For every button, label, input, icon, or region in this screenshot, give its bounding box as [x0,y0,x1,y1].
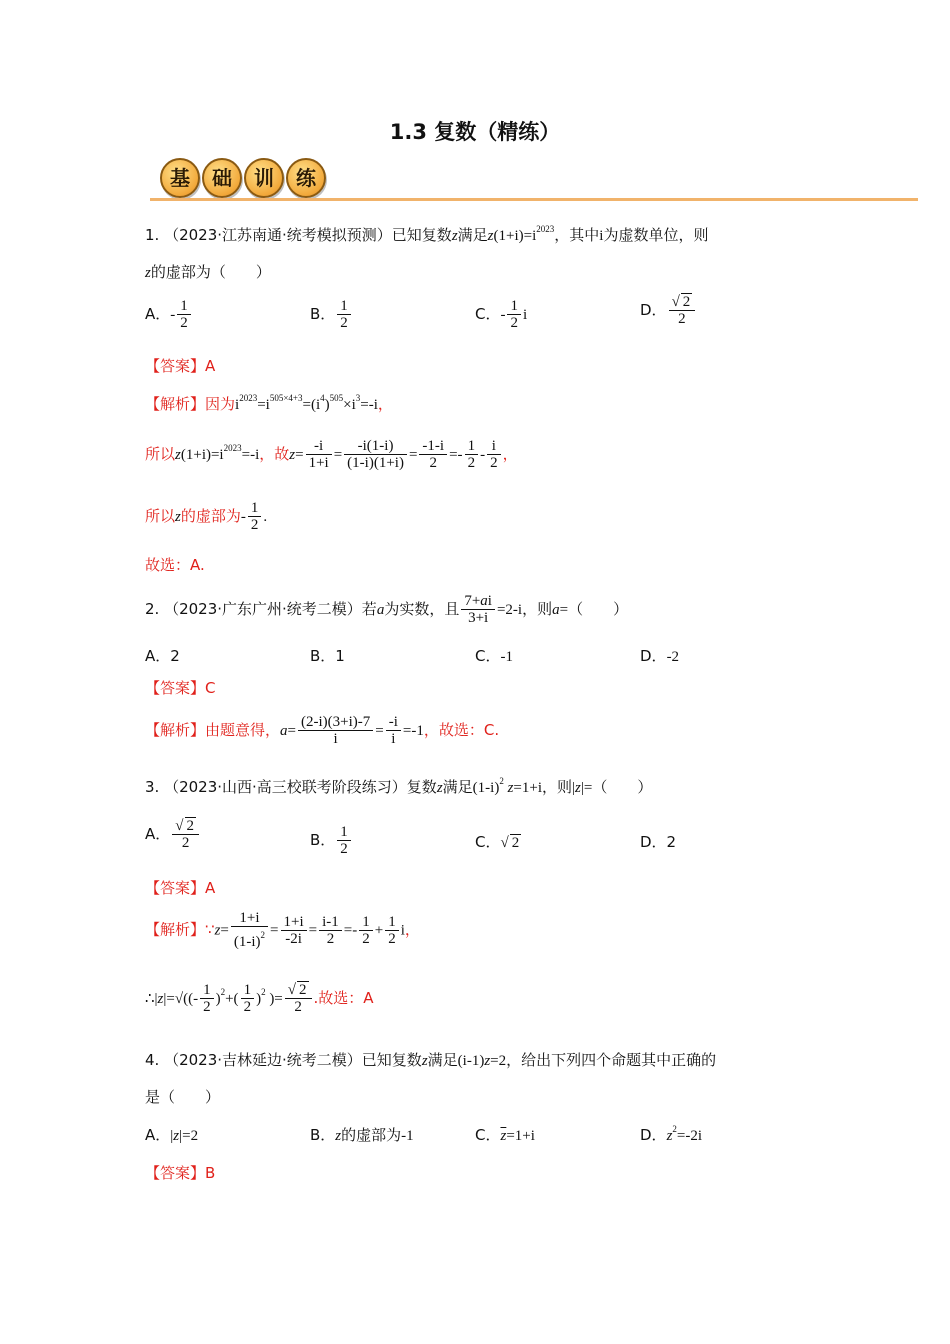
q1-a-label: A． [145,305,171,323]
q2-stem-b: 为实数，且 [384,600,460,618]
q4-stem-a: （2023·吉林延边·统考二模）已知复数 [164,1051,422,1069]
q3-c-label: C． [475,833,501,851]
q4-stem-b: 满足 [427,1051,458,1069]
q1-so2b: 的虚部为 [180,507,241,525]
q1-number: 1. [145,226,160,244]
q3-b-label: B． [310,831,336,849]
q2-answer-tag: 【答案】 [145,679,206,697]
q1-so1: 所以 [145,445,176,463]
q3-stem-c: ，则 [542,778,573,796]
q3-answer-tag: 【答案】 [145,879,206,897]
q1-option-b: B． $\frac{1}{2}$ [310,298,353,331]
q3-a-label: A． [145,825,171,843]
q1-answer-tag: 【答案】 [145,357,206,375]
q2-analysis-tag: 【解析】 [145,721,206,739]
q3-stem-b: 满足 [442,778,473,796]
banner-char-2: 础 [202,158,242,198]
q1-answer [145,355,215,376]
q1-gu: ，故 [259,445,290,463]
q3-option-d: D．2 [640,833,677,851]
q2-option-a: A．2 [145,647,180,665]
q3-option-c: C．√ 2 [475,833,520,851]
q2-stem-a: （2023·广东广州·统考二模）若 [164,600,377,618]
q4-b-text: 的虚部为 [341,1126,402,1144]
q2-stem-c: ，则 [522,600,553,618]
q1-answer-value: A [205,357,216,375]
q4-option-a: A．|z|=2 [145,1126,199,1144]
q1-so2: 所以 [145,507,176,525]
q1-analysis-line1: 【解析】因为$i^{2023}=i^{505\times 4+3}=(i^4)^{505}\times i^3=-i$， [145,393,393,413]
q2-stem-d: （ ） [568,600,629,618]
banner-char-4: 练 [286,158,326,198]
q3-analysis-line2: ∴|z|=√((- $\frac{1}{2}$ )$^2$+( $\frac{1}{2}$ )$^2$ )= $\frac{√ 2}{2}$ .故选：A [145,982,374,1015]
q1-end: 故选：A. [145,556,205,574]
q2-analysis: 【解析】由题意得，a= $\frac{(2-i)(3+i)-7}{i}$ = $\frac{-i}{i}$ =-1，故选：C. [145,714,500,747]
q2-option-c: C．-1 [475,647,513,665]
section-banner [160,158,328,198]
q4-stem-line1: 4. （2023·吉林延边·统考二模）已知复数z满足(i-1)z=2，给出下列四个命题其中正确的 [145,1051,717,1069]
q4-a-label: A． [145,1126,171,1144]
q1-stem-b: 满足 [457,226,488,244]
q3-number: 3. [145,778,160,796]
q3-answer [145,877,215,898]
q1-stem-line2: z的虚部为（ ） [145,263,271,281]
q1-stem-c: ，其中 [554,226,600,244]
q2-analysis-1: 由题意得， [205,721,281,739]
q4-c-label: C． [475,1126,501,1144]
banner-char-1: 基 [160,158,200,198]
q4-option-b: B．z的虚部为-1 [310,1126,414,1144]
q2-c-label: C． [475,647,501,665]
q1-option-d: D． $\frac{√ 2}{2}$ [640,294,697,327]
q1-option-c: C．- $\frac{1}{2}$ i [475,298,528,331]
q2-answer-value: C [205,679,216,697]
banner-char-3: 训 [244,158,284,198]
page-title: 1.3 复数（精练） [389,120,561,144]
q2-d-label: D． [640,647,667,665]
q2-answer [145,677,216,698]
q1-c-label: C． [475,305,501,323]
q4-stem-c: ，给出下列四个命题其中正确的 [506,1051,717,1069]
q3-analysis-tag: 【解析】 [145,920,206,939]
q3-stem-a: （2023·山西·高三校联考阶段练习）复数 [164,778,437,796]
q4-d-label: D． [640,1126,667,1144]
q1-analysis-tag: 【解析】 [145,395,206,413]
q1-analysis-line3: 所以z的虚部为- $\frac{1}{2}$ . [145,500,268,533]
q1-stem-line1: 1. （2023·江苏南通·统考模拟预测）已知复数z满足$z(1+i)=i^{2023}$，其中i为虚数单位，则 [145,224,709,244]
q2-option-d: D．-2 [640,647,680,665]
q4-answer [145,1162,215,1183]
q1-analysis-line2: 所以$z(1+i)=i^{2023}=-i$，故z= $\frac{-i}{1+i}$ = $\frac{-i(1-i)}{(1-i)(1+i)}$ = $\frac{-1-i}{2}$ =- $\frac{1}{2}$ - $\frac{i}{2}$ ， [145,438,518,471]
q4-answer-value: B [205,1164,216,1182]
q2-end: ，故选：C. [423,721,500,739]
q1-analysis-1: 因为 [205,395,236,413]
q1-stem-e: 的虚部为（ ） [150,263,271,281]
q3-stem-d: （ ） [592,778,653,796]
section-rule [150,198,918,201]
q4-b-label: B． [310,1126,336,1144]
q3-end: .故选：A [313,989,374,1007]
q1-stem-d: 为虚数单位，则 [603,226,709,244]
q3-answer-value: A [205,879,216,897]
q2-stem: 2. （2023·广东广州·统考二模）若a为实数，且 $\frac{7+ai}{3+i}$ =2-i，则a=（ ） [145,593,629,626]
q1-b-label: B． [310,305,336,323]
q3-stem: 3. （2023·山西·高三校联考阶段练习）复数z满足$(1-i)^2$ z=1+i，则|z|=（ ） [145,776,653,796]
q4-option-d: D．$z^2=-2i$ [640,1124,703,1144]
q1-d-label: D． [640,301,667,319]
q2-option-b: B．1 [310,647,345,665]
q1-stem-a: （2023·江苏南通·统考模拟预测）已知复数 [164,226,452,244]
q4-stem-line2: 是（ ） [145,1088,221,1106]
q4-option-c: C．$\overline{z}=1+i$ [475,1126,535,1144]
q4-answer-tag: 【答案】 [145,1164,206,1182]
q3-option-b: B． $\frac{1}{2}$ [310,824,353,857]
q4-number: 4. [145,1051,160,1069]
q3-analysis-line1: 【解析】∵z= $\frac{1+i}{(1-i)^2}$ = $\frac{1+i}{-2i}$ = $\frac{i-1}{2}$ =- $\frac{1}{2}$ + $\frac{1}{2}$ i， [145,910,420,950]
q1-option-a: A．- $\frac{1}{2}$ [145,298,193,331]
q3-option-a: A． $\frac{√ 2}{2}$ [145,818,201,851]
q2-number: 2. [145,600,160,618]
